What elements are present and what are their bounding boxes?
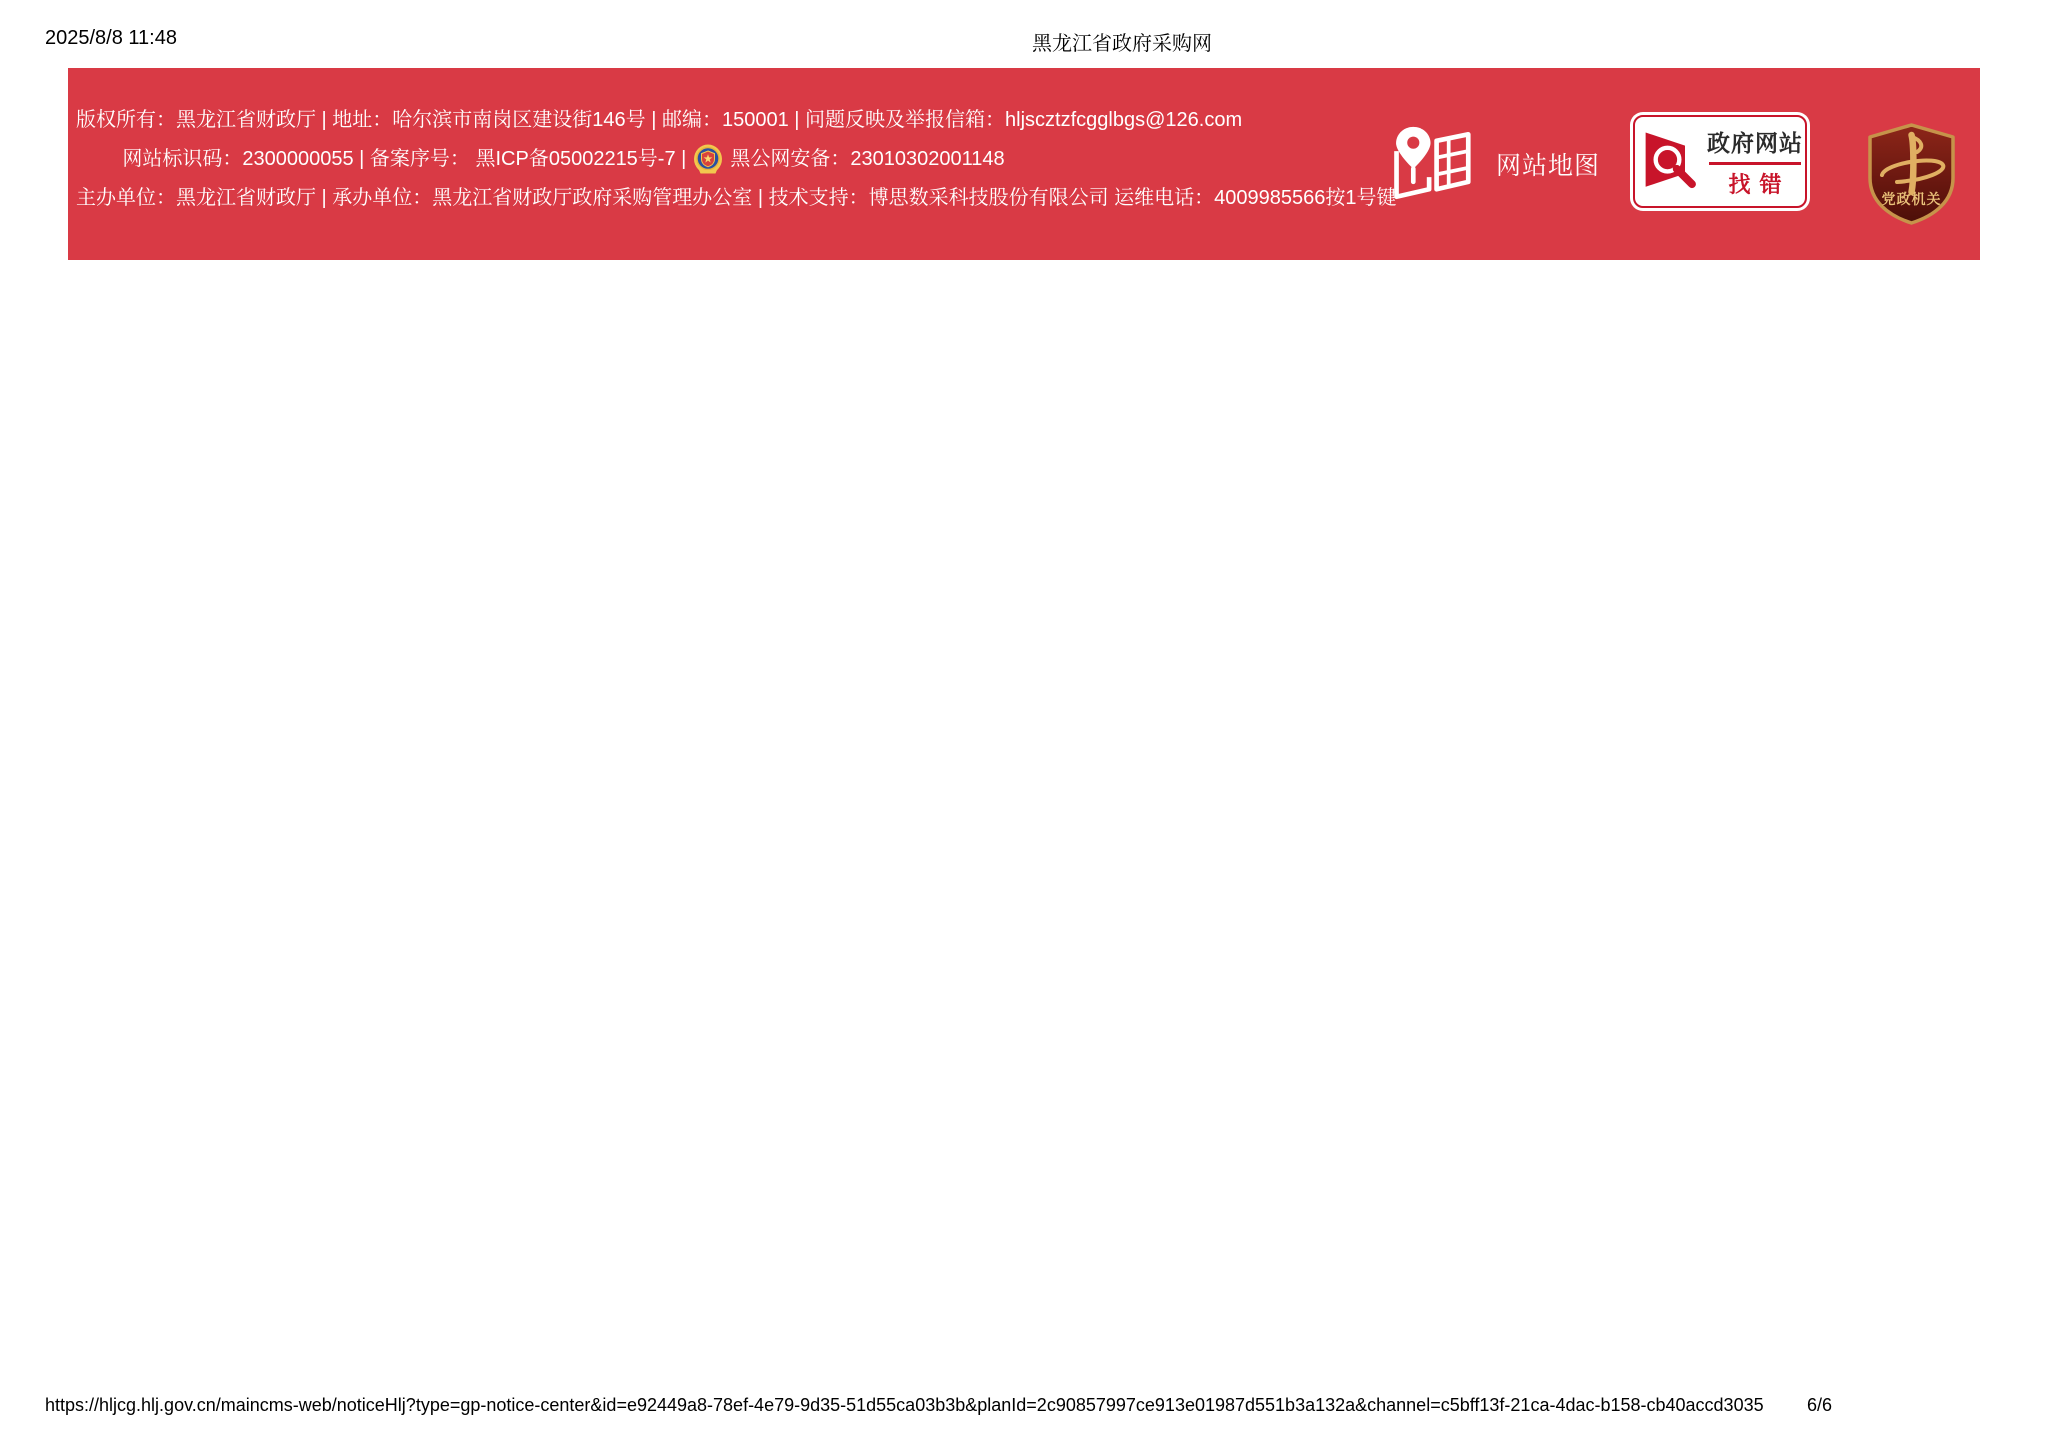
police-badge-icon	[693, 144, 723, 176]
flag-magnifier-icon	[1643, 129, 1699, 195]
public-security-record-text[interactable]: 黑公网安备：23010302001148	[730, 148, 1005, 170]
sitemap-link[interactable]	[1390, 125, 1600, 203]
party-gov-org-badge[interactable]	[1865, 122, 1958, 226]
footer-info-block	[76, 101, 1397, 218]
error-badge-subtitle: 找错	[1728, 171, 1791, 197]
error-badge-title: 政府网站	[1707, 129, 1803, 156]
print-url: https://hljcg.hlj.gov.cn/maincms-web/noticeHlj?type=gp-notice-center&id=e92449a8-78ef-4e79-9d35-51d55ca03b3b&planId=2c90857997ce913e01987d551b3a132a&channel=c5bff13f-21ca-4dac-b158-cb40accd3035	[45, 1395, 1764, 1415]
error-badge-text	[1707, 125, 1803, 199]
icp-record-text: 网站标识码：2300000055 | 备案序号： 黑ICP备05002215号-7 |	[122, 148, 687, 170]
print-page-title: 黑龙江省政府采购网	[1032, 33, 1212, 55]
error-badge-divider	[1709, 162, 1801, 165]
copyright-line: 版权所有：黑龙江省财政厅 | 地址：哈尔滨市南岗区建设街146号 | 邮编：150001 | 问题反映及举报信箱：hljscztzfcgglbgs@126.com	[76, 109, 1243, 131]
print-timestamp: 2025/8/8 11:48	[45, 27, 177, 49]
map-icon	[1390, 125, 1472, 203]
gov-website-error-report-badge[interactable]	[1633, 115, 1807, 208]
site-footer-banner	[68, 68, 1980, 260]
print-page-number: 6/6	[1807, 1395, 1833, 1415]
org-badge-label: 党政机关	[1881, 191, 1942, 207]
registration-line	[76, 140, 1051, 179]
organizer-line: 主办单位：黑龙江省财政厅 | 承办单位：黑龙江省财政厅政府采购管理办公室 | 技术支持：博思数采科技股份有限公司 运维电话：4009985566按1号键	[76, 187, 1397, 209]
sitemap-label: 网站地图	[1496, 152, 1601, 180]
